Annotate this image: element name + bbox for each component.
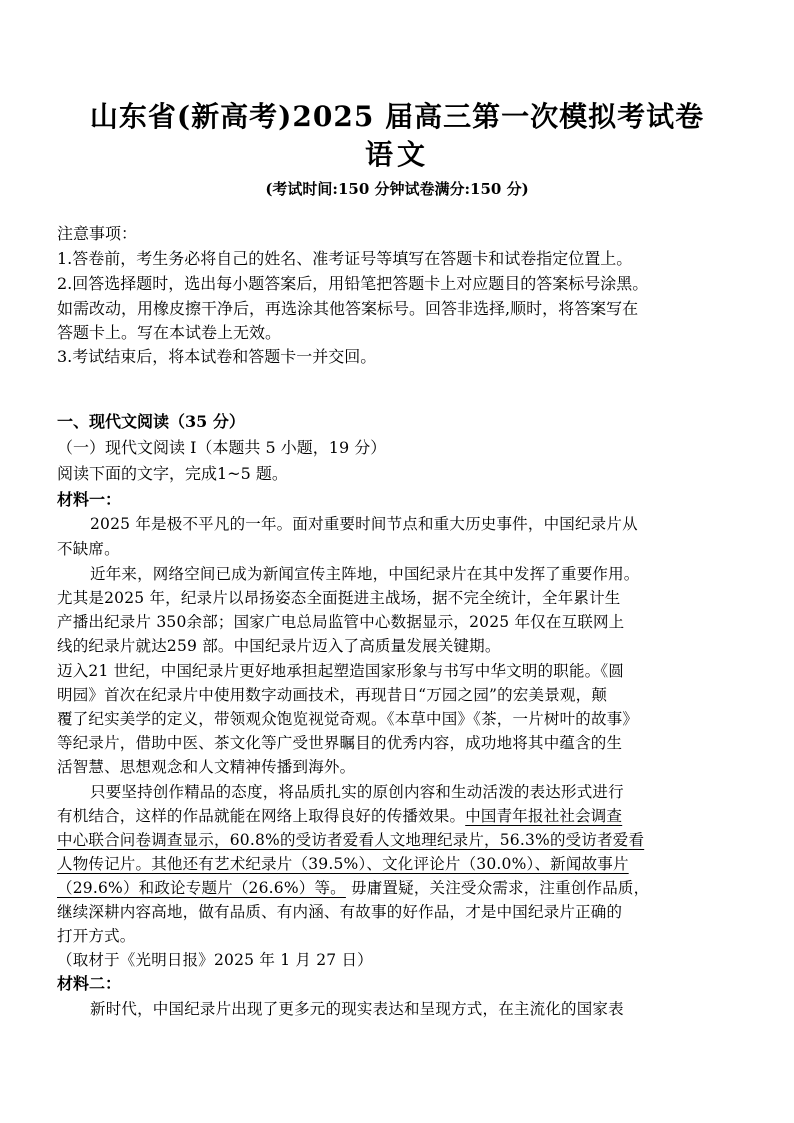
material1-line: 中心联合问卷调查显示，60.8%的受访者爱看人文地理纪录片，56.3%的受访者爱看 <box>57 831 645 849</box>
material1-label: 材料一： <box>57 490 122 509</box>
material1-line: 覆了纪实美学的定义，带领观众饱览视觉奇观。《本草中国》《茶，一片树叶的故事》 <box>57 710 639 728</box>
notice-item: 1.答卷前，考生务必将自己的姓名、准考证号等填写在答题卡和试卷指定位置上。 <box>57 249 633 268</box>
notice-item: 答题卡上。写在本试卷上无效。 <box>57 323 282 342</box>
material2-line: 新时代，中国纪录片出现了更多元的现实表达和呈现方式，在主流化的国家表 <box>90 1000 624 1018</box>
notice-item: 2.回答选择题时，选出每小题答案后，用铅笔把答题卡上对应题目的答案标号涂黑。 <box>57 274 649 293</box>
material1-line: 人物传记片。其他还有艺术纪录片（39.5%）、文化评论片（30.0%）、新闻故事片 <box>57 855 629 873</box>
exam-title: 山东省(新高考)2025 届高三第一次模拟考试卷 <box>89 100 705 133</box>
material1-line: 继续深耕内容高地，做有品质、有内涵、有故事的好作品，才是中国纪录片正确的 <box>57 903 623 921</box>
material1-line: 不缺席。 <box>57 540 120 558</box>
material1-line: 2025 年是极不平凡的一年。面对重要时间节点和重大历史事件，中国纪录片从 <box>90 515 638 533</box>
material1-line: （29.6%）和政论专题片（26.6%）等。 毋庸置疑，关注受众需求，注重创作品质， <box>57 879 650 897</box>
material1-line: 明园》首次在纪录片中使用数字动画技术，再现昔日“万园之园”的宏美景观，颠 <box>57 686 608 704</box>
survey-highlight: 中国青年报社社会调查 <box>465 807 623 825</box>
exam-info: (考试时间:150 分钟试卷满分:150 分) <box>265 180 529 198</box>
notice-item: 3.考试结束后，将本试卷和答题卡一并交回。 <box>57 347 377 366</box>
material1-line: 近年来，网络空间已成为新闻宣传主阵地，中国纪录片在其中发挥了重要作用。 <box>90 565 640 583</box>
material2-label: 材料二： <box>57 974 122 993</box>
material1-line: 产播出纪录片 350余部；国家广电总局监管中心数据显示，2025 年仅在互联网上 <box>57 613 625 631</box>
source-citation: （取材于《光明日报》2025 年 1 月 27 日） <box>57 951 373 969</box>
material1-line: 打开方式。 <box>57 927 136 945</box>
sub-heading: （一）现代文阅读 I（本题共 5 小题，19 分） <box>57 438 387 457</box>
material1-line: 活智慧、思想观念和人文精神传播到海外。 <box>57 758 356 776</box>
material1-line: 尤其是2025 年，纪录片以昂扬姿态全面挺进主战场，据不完全统计，全年累计生 <box>57 589 621 607</box>
notice-heading: 注意事项： <box>57 224 138 243</box>
material1-line: 线的纪录片就达259 部。中国纪录片迈入了高质量发展关键期。 <box>57 637 501 655</box>
survey-highlight: （29.6%）和政论专题片（26.6%）等。 <box>57 879 346 897</box>
material1-line: 有机结合，这样的作品就能在网络上取得良好的传播效果。中国青年报社社会调查 <box>57 807 623 825</box>
material1-line: 只要坚持创作精品的态度，将品质扎实的原创内容和生动活泼的表达形式进行 <box>90 783 624 801</box>
section-heading: 一、现代文阅读（35 分） <box>57 412 245 431</box>
material1-line: 等纪录片，借助中医、茶文化等广受世界瞩目的优秀内容，成功地将其中蕴含的生 <box>57 734 623 752</box>
material1-line: 迈入21 世纪，中国纪录片更好地承担起塑造国家形象与书写中华文明的职能。《圆 <box>57 662 625 680</box>
subject-title: 语文 <box>364 138 429 171</box>
notice-item: 如需改动，用橡皮擦干净后，再选涂其他答案标号。回答非选择,顺时，将答案写在 <box>57 299 639 318</box>
instruction: 阅读下面的文字，完成1~5 题。 <box>57 464 288 483</box>
